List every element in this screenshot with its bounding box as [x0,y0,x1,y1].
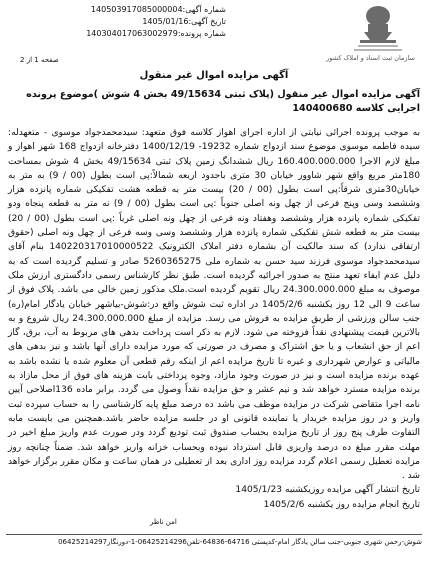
notice-number-label: شماره آگهی: [182,5,226,14]
case-number-label: شماره پرونده: [177,29,226,38]
footer-divider [6,534,422,535]
registry-emblem-logo [316,2,416,64]
notice-date-row [6,16,226,28]
notice-date-label: تاریخ آگهی: [188,17,226,26]
notice-meta [6,4,226,40]
case-number-row [6,28,226,40]
notice-body [8,126,420,512]
signature-label: امن ناظر [150,518,177,526]
auction-date-line: تاریخ انجام مزایده روز یکشنبه 1405/2/6 [263,499,420,510]
notice-body-text: به موجب پرونده اجرائی نیابتی از اداره اجرای اهواز کلاسه فوق متعهد: سیدمحمدجواد موسوی - متعهدله: سیده فاطمه موسوی موضوع سند ازدواج شماره 19232- 1400/12/19 دفترخانه ازدواج 168 شهر اهواز و مبلغ لازم الاجرا 160.400.000.000 ریال ششدانگ زمین پلاک ثبتی 49/15634 بخش 4 شوش بمساحت 180متر مربع واقع شهر شاوور خیابان 30 متری باحدود اربعه شمالاً:پی است بطول (00 / 9) به متر به خیابان30متری شرقاً:پی است بطول (00 / 20) بیست متر به قطعه هشت تفکیکی شماره پانزده هزار وششصد وسی وپنج فرعی از چهل ونه اصلی جنوباً :پی است بطول (00 / 9) نه متر به قطعه پنجاه ودو تفکیکی شماره پانزده هزار وششصد وهفتاد ونه فرعی از چهل ونه اصلی غرباً :پی است بطول (00 / 20) بیست متر به قطعه شش تفکیکی شماره پانزده هزار وششصد وسی وسه فرعی از چهل ونه اصلی (حقوق ارتفاقی ندارد) که سند مالکیت آن بشماره دفتر املاک الکترونیک 140220317010000522 بنام آقای سیدمحمدجواد موسوی فرزند سید حسن به شماره ملی 5260365275 صادر و تسلیم گردیده است که به دلیل عدم ایفاء تعهد منتج به صدور اجرائیه گردیده است. طبق نظر کارشناس رسمی دادگستری ارزش ملک موصوف به مبلغ 24.300.000.000 ریال تقویم گردیده است.ملک مذکور زمین خالی می باشد. پلاک فوق از ساعت 9 الی 12 روز یکشنبه 1405/2/6 در اداره ثبت شوش واقع در:شوش-بیاشهر خیابان یادگار امام(ره) جنب سالن ورزشی از طریق مزایده به فروش می رسد. مزایده از مبلغ 24.300.000.000 ریال شروع و به بالاترین قیمت پیشنهادی نقداً فروخته می شود. لازم به ذکر است پرداخت بدهی های مربوط به آب، برق، گاز اعم از حق انشعاب و یا حق اشتراک و مصرف در صورتی که مورد مزایده دارای آنها باشد و نیز بدهی های مالیاتی و عوارض شهرداری و غیره تا تاریخ مزایده اعم از اینکه رقم قطعی آن معلوم شده یا نشده باشد به عهده برنده مزایده است و نیز در صورت وجود مازاد، وجوه پرداختی بابت هزینه های فوق از محل مازاد به برنده مزایده مسترد خواهد شد و نیم عشر و حق مزایده نقداً وصول می گردد. برابر ماده 136اصلاحی آیین نامه اجرا متقاضی شرکت در مزایده موظف می باشد ده درصد مبلغ پایه کارشناسی را به حساب سپرده ثبت واریز و در روز مزایده خریدار یا نماینده قانونی او در جلسه مزایده حاضر باشد.همچنین می بایست مابه التفاوت طرف پنج روز از تاریخ مزایده بحساب صندوق ثبت تودیع گردد ودر صورت عدم واریز مبلغ اخیر در مهلت مقرر مبلغ ده درصد واریزی قابل استرداد نبوده وبحساب خزانه واریز خواهد شد. ضمناً چنانچه روز مزایده تعطیل رسمی اعلام گردد مزایده روز اداری بعد از تعطیلی در همان ساعت و مکان مقرر برگزار خواهد شد . [8,128,420,482]
page-number: صفحه 1 از 2 [20,56,59,64]
notice-title: آگهی مزایده اموال غیر منقول [139,70,289,81]
notice-number-row [6,4,226,16]
publish-date-line: تاریخ انتشار آگهی مزایده روزیکشنبه 1405/1/23 [235,485,420,496]
case-number: 140304017063002979 [86,29,178,38]
notice-date: 1405/01/16 [142,17,189,26]
registry-org-name: سازمان ثبت اسناد و املاک کشور [326,54,415,62]
notice-number: 140503917085000004 [90,5,183,14]
notice-heading: آگهی مزایده اموال غیر منقول (پلاک ثبتی 49/15634 بخش 4 شوش )موضوع پرونده اجرایی کلاسه 140400680 [26,89,420,114]
office-address-footer: شوش-رحمن شهری جنوبی-جنب سالن یادگار امام-کدپستی 64716-64836-تلفن06425214296-1-دورنگار06425214297 [58,538,422,546]
